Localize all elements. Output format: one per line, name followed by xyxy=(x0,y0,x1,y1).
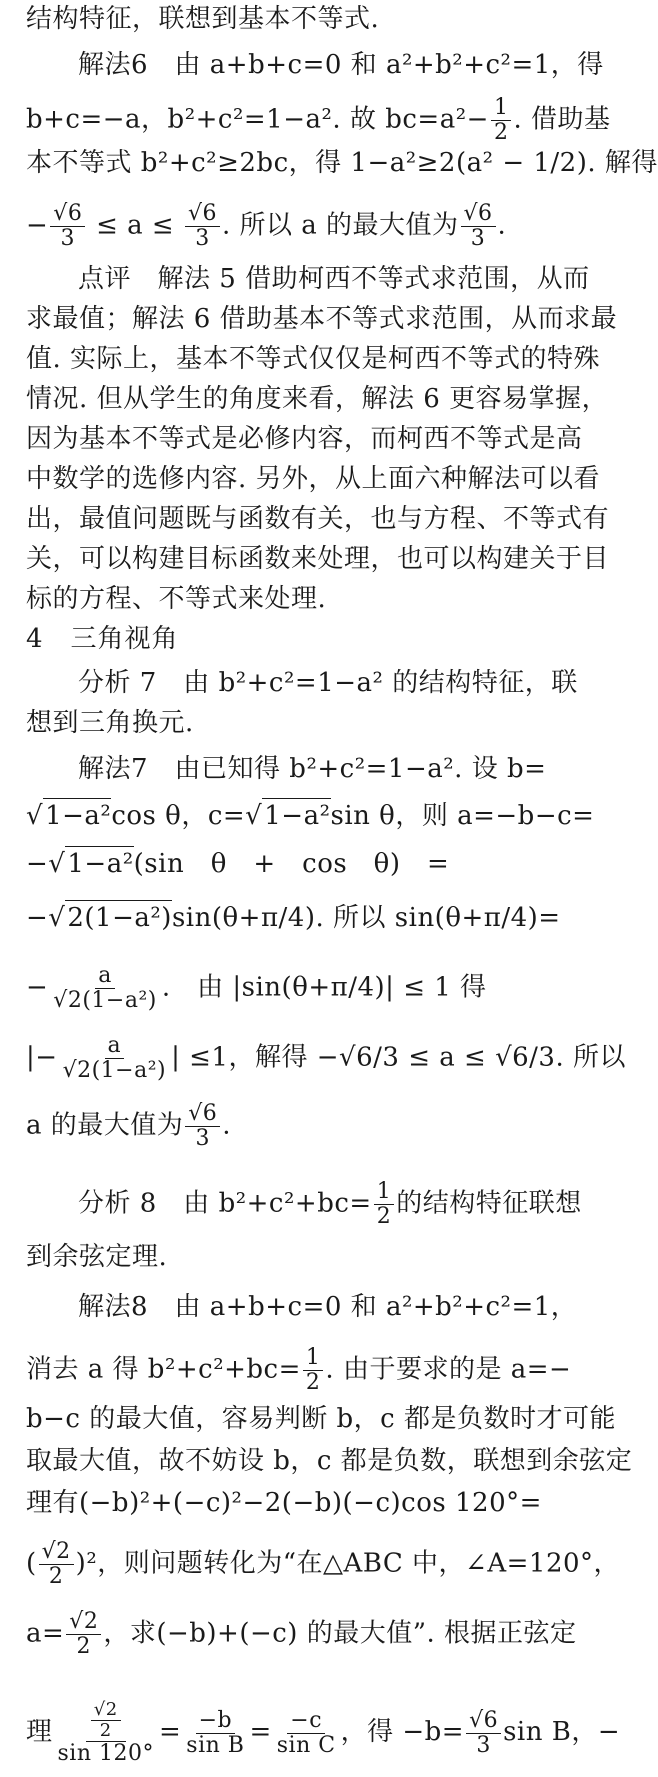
text-span: b+c=−a，b²+c²=1−a². 故 bc=a²− xyxy=(26,104,489,135)
fraction-denominator: 2 xyxy=(376,1204,392,1229)
fraction xyxy=(55,1700,157,1766)
fraction-numerator: √2 xyxy=(91,1700,121,1721)
fraction-numerator xyxy=(86,1700,126,1742)
fraction xyxy=(183,1709,247,1758)
text-span: √ xyxy=(26,801,44,831)
fraction-denominator: 3 xyxy=(195,226,210,251)
text-line xyxy=(26,1610,602,1659)
fraction xyxy=(185,1102,220,1151)
text-span: a= xyxy=(26,1618,65,1649)
fraction-numerator: 1 xyxy=(374,1180,395,1205)
text-span: √ xyxy=(48,903,66,933)
fraction-numerator: √2 xyxy=(39,1540,74,1565)
text-span: . 借助基 xyxy=(513,104,611,135)
text-span: − xyxy=(35,1042,58,1073)
text-span: 由 |sin(θ+π/4)| ≤ 1 得 xyxy=(197,972,487,1003)
text-span: 消去 a 得 b²+c²+bc= xyxy=(26,1354,301,1385)
text-span: sin B，− xyxy=(503,1717,621,1747)
text-line: 结构特征，联想到基本不等式. xyxy=(26,4,380,34)
text-line: 解法7 由已知得 b²+c²=1−a². 设 b= xyxy=(78,754,547,784)
text-span: . 所以 a 的最大值为 xyxy=(221,210,459,241)
text-span: (a² − 1/2) xyxy=(455,148,588,178)
fraction-denominator: √2(1−a²) xyxy=(53,988,157,1013)
text-line xyxy=(26,900,602,935)
text-line: 中数学的选修内容. 另外，从上面六种解法可以看 xyxy=(26,464,601,494)
fraction xyxy=(491,96,512,145)
fraction-numerator: −c xyxy=(287,1709,325,1734)
text-line: 因为基本不等式是必修内容，而柯西不等式是高 xyxy=(26,424,583,454)
sqrt-expr: 1−a² xyxy=(65,846,133,881)
text-line xyxy=(26,846,602,881)
text-line: 到余弦定理. xyxy=(26,1242,168,1272)
text-span: − xyxy=(26,210,49,241)
text-span: cos θ，c= xyxy=(111,801,246,831)
text-line: 取最大值，故不妨设 b，c 都是负数，联想到余弦定 xyxy=(26,1446,633,1476)
text-span: √ xyxy=(48,849,66,879)
text-line: 点评 解法 5 借助柯西不等式求范围，从而 xyxy=(78,264,590,294)
text-span: − xyxy=(26,849,49,879)
text-line: 情况. 但从学生的角度来看，解法 6 更容易掌握， xyxy=(26,384,609,414)
text-span: 理 xyxy=(26,1717,53,1747)
text-line xyxy=(26,95,611,145)
fraction-numerator: √6 xyxy=(185,1102,220,1127)
fraction-denominator: 2 xyxy=(493,120,509,145)
text-span: √ xyxy=(245,801,263,831)
text-span: 分析 8 由 b²+c²+bc= xyxy=(78,1188,372,1219)
text-line: 值. 实际上，基本不等式仅仅是柯西不等式的特殊 xyxy=(26,344,601,374)
text-line xyxy=(26,1699,621,1766)
fraction-denominator: sin C xyxy=(276,1732,336,1758)
text-span: . 解得 xyxy=(587,148,658,178)
fraction-denominator: 3 xyxy=(476,1732,491,1758)
text-line xyxy=(26,1180,602,1229)
text-line: 出，最值问题既与函数有关，也与方程、不等式有 xyxy=(26,504,610,534)
fraction-denominator: 3 xyxy=(60,226,76,251)
fraction-denominator: 3 xyxy=(470,226,486,251)
fraction xyxy=(39,1540,74,1589)
text-line: 想到三角换元. xyxy=(26,708,194,738)
text-span: ≤ a ≤ xyxy=(96,210,175,241)
text-line xyxy=(26,1539,621,1589)
text-span: . xyxy=(497,210,507,241)
text-line xyxy=(26,964,602,1013)
text-span: ，则问题转化为“在△ABC 中，∠A=120°， xyxy=(97,1548,621,1579)
text-line: 求最值；解法 6 借助基本不等式求范围，从而求最 xyxy=(26,304,618,334)
text-line: 分析 7 由 b²+c²=1−a² 的结构特征，联 xyxy=(78,668,578,698)
fraction xyxy=(185,202,220,251)
fraction-numerator: a xyxy=(95,964,115,989)
fraction-denominator: 2 xyxy=(76,1634,92,1659)
fraction-denominator: √2(1−a²) xyxy=(62,1058,167,1083)
fraction-denominator: sin B xyxy=(186,1732,245,1758)
fraction-numerator: √6 xyxy=(50,202,85,227)
text-line: b−c 的最大值，容易判断 b，c 都是负数时才可能 xyxy=(26,1404,616,1434)
fraction-numerator: √6 xyxy=(185,202,220,227)
fraction xyxy=(66,1610,101,1659)
text-span: )² xyxy=(75,1548,98,1579)
text-span: = xyxy=(159,1717,182,1747)
fraction-numerator: √6 xyxy=(466,1709,501,1734)
text-span: ( xyxy=(26,1548,37,1579)
text-span: 本不等式 b²+c²≥2bc，得 1−a²≥2 xyxy=(26,148,456,178)
fraction-numerator: √6 xyxy=(461,202,496,227)
text-line: 解法8 由 a+b+c=0 和 a²+b²+c²=1， xyxy=(78,1292,578,1322)
fraction xyxy=(91,1700,121,1741)
text-line: 标的方程、不等式来处理. xyxy=(26,584,327,614)
text-line xyxy=(26,1033,627,1083)
text-span: . 由于要求的是 a=− xyxy=(325,1354,572,1385)
sqrt-expr: 1−a² xyxy=(262,798,330,833)
fraction xyxy=(374,1180,395,1229)
text-span: | xyxy=(26,1042,36,1073)
fraction-denominator: 2 xyxy=(99,1720,112,1741)
text-span: 的结构特征联想 xyxy=(396,1188,582,1219)
text-span: = xyxy=(249,1717,272,1747)
text-span: − xyxy=(26,903,49,933)
fraction xyxy=(50,202,85,251)
fraction-numerator: √2 xyxy=(66,1610,101,1635)
sqrt-expr: 1−a² xyxy=(43,798,111,833)
text-span: − xyxy=(26,972,49,1003)
text-span: ，得 −b= xyxy=(340,1717,465,1747)
fraction xyxy=(60,1034,170,1083)
text-line: 关，可以构建目标函数来处理，也可以构建关于目 xyxy=(26,544,610,574)
fraction-denominator: 2 xyxy=(305,1370,321,1395)
fraction-numerator: a xyxy=(105,1034,125,1059)
text-span: sin(θ+π/4). 所以 sin(θ+π/4)= xyxy=(171,903,561,933)
fraction xyxy=(461,202,496,251)
text-line: 解法6 由 a+b+c=0 和 a²+b²+c²=1，得 xyxy=(78,50,604,80)
fraction-numerator: 1 xyxy=(491,96,512,121)
fraction-denominator: 3 xyxy=(195,1126,211,1151)
fraction-numerator: 1 xyxy=(303,1346,324,1371)
sqrt-expr: 2(1−a²) xyxy=(65,900,172,935)
fraction-denominator: sin 120° xyxy=(57,1741,154,1766)
fraction xyxy=(274,1709,339,1758)
section-heading: 4 三角视角 xyxy=(26,624,179,654)
text-span: sin θ，则 a=−b−c= xyxy=(330,801,595,831)
fraction-numerator: −b xyxy=(196,1709,236,1734)
fraction-denominator: 2 xyxy=(48,1564,64,1589)
fraction xyxy=(50,964,160,1013)
text-line xyxy=(26,1102,602,1151)
text-span: ，求(−b)+(−c) 的最大值”. 根据正弦定 xyxy=(103,1618,577,1649)
text-line xyxy=(26,798,602,833)
text-span: . xyxy=(222,1110,232,1141)
text-span: (sin θ + cos θ) = xyxy=(133,849,450,879)
text-line xyxy=(26,1346,602,1395)
text-span: a 的最大值为 xyxy=(26,1110,184,1141)
text-line xyxy=(26,202,602,251)
text-span: . xyxy=(161,972,198,1003)
fraction xyxy=(466,1709,501,1758)
text-line: 理有(−b)²+(−c)²−2(−b)(−c)cos 120°= xyxy=(26,1488,542,1518)
text-line xyxy=(26,146,658,180)
fraction xyxy=(303,1346,324,1395)
text-span: | ≤1，解得 −√6/3 ≤ a ≤ √6/3. 所以 xyxy=(171,1042,627,1073)
